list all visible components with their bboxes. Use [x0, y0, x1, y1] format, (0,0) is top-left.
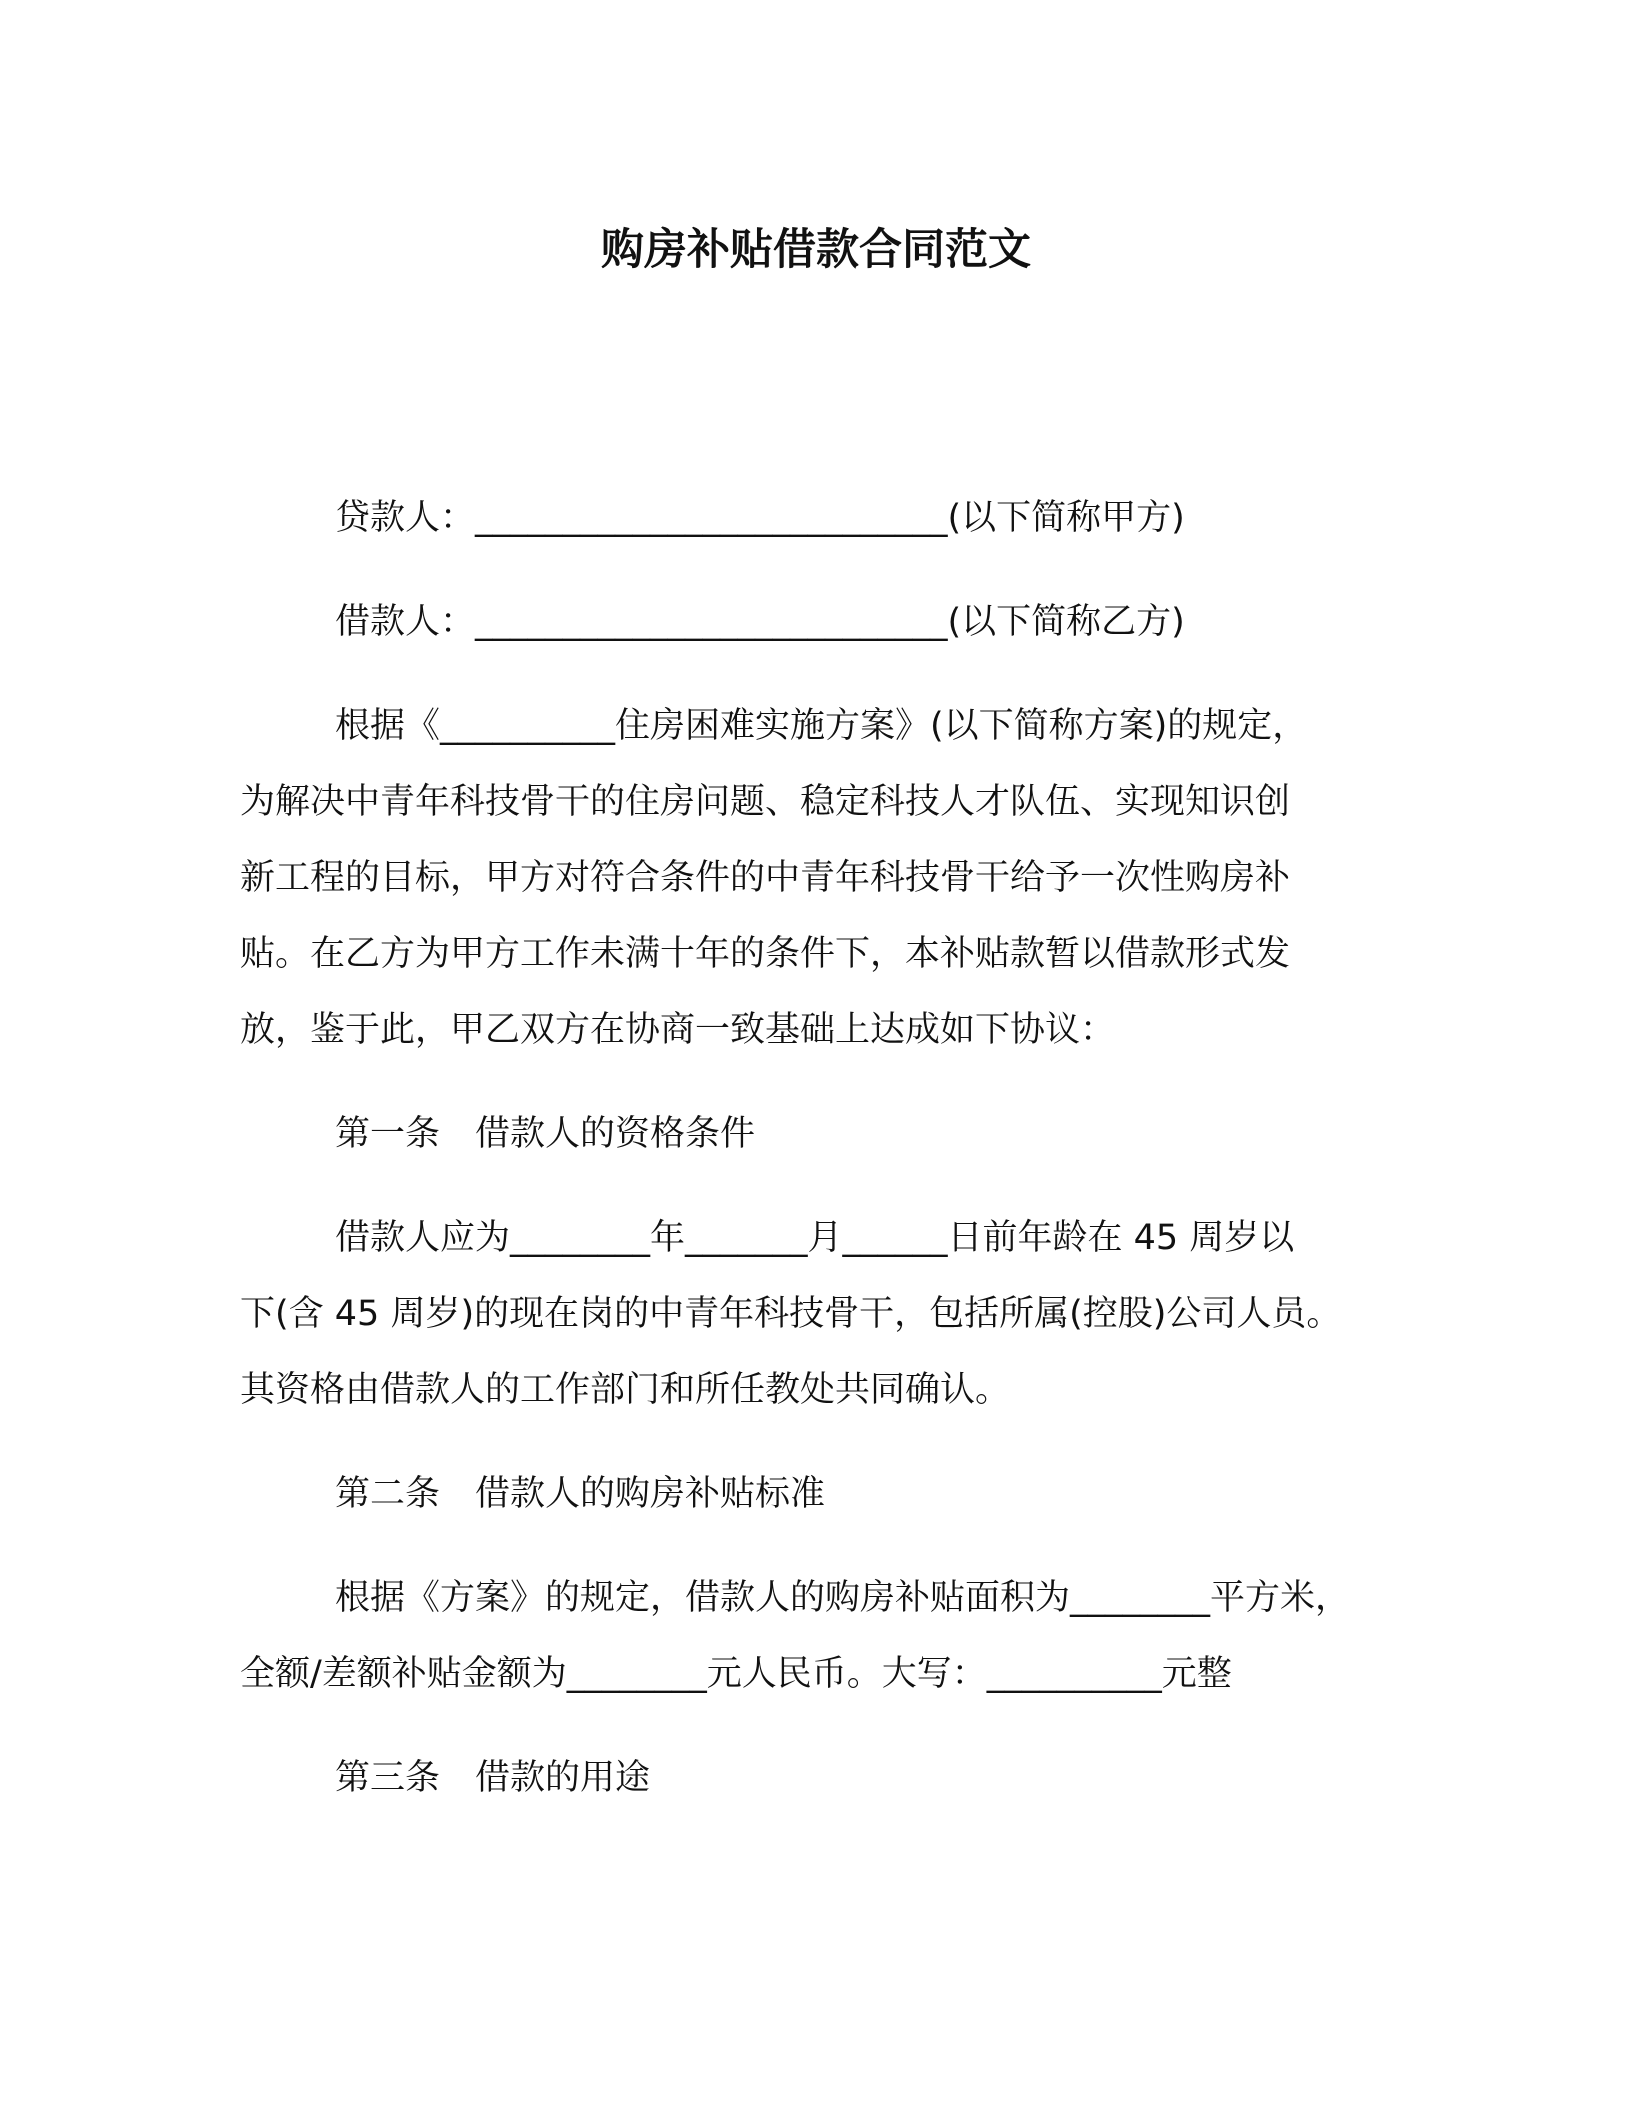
article-2-line: 全额/差额补贴金额为________元人民币。大写：__________元整	[240, 1654, 1232, 1694]
intro-line: 贴。在乙方为甲方工作未满十年的条件下，本补贴款暂以借款形式发	[240, 934, 1291, 974]
intro-line: 为解决中青年科技骨干的住房问题、稳定科技人才队伍、实现知识创	[240, 782, 1291, 822]
article-1-line: 下(含 45 周岁)的现在岗的中青年科技骨干，包括所属(控股)公司人员。	[240, 1294, 1342, 1334]
article-1-heading: 第一条 借款人的资格条件	[335, 1114, 756, 1154]
article-1-line: 其资格由借款人的工作部门和所任教处共同确认。	[240, 1370, 1011, 1410]
document-title: 购房补贴借款合同范文	[601, 225, 1031, 275]
intro-line: 根据《__________住房困难实施方案》(以下简称方案)的规定，	[335, 706, 1308, 746]
article-1-line: 借款人应为________年_______月______日前年龄在 45 周岁以	[335, 1218, 1295, 1258]
article-2-line: 根据《方案》的规定，借款人的购房补贴面积为________平方米，	[335, 1578, 1351, 1618]
intro-line: 放，鉴于此，甲乙双方在协商一致基础上达成如下协议：	[240, 1010, 1116, 1050]
lender-line: 贷款人：___________________________(以下简称甲方)	[335, 498, 1185, 538]
borrower-line: 借款人：___________________________(以下简称乙方)	[335, 602, 1185, 642]
article-2-heading: 第二条 借款人的购房补贴标准	[335, 1474, 826, 1514]
article-3-heading: 第三条 借款的用途	[335, 1758, 651, 1798]
intro-line: 新工程的目标，甲方对符合条件的中青年科技骨干给予一次性购房补	[240, 858, 1291, 898]
